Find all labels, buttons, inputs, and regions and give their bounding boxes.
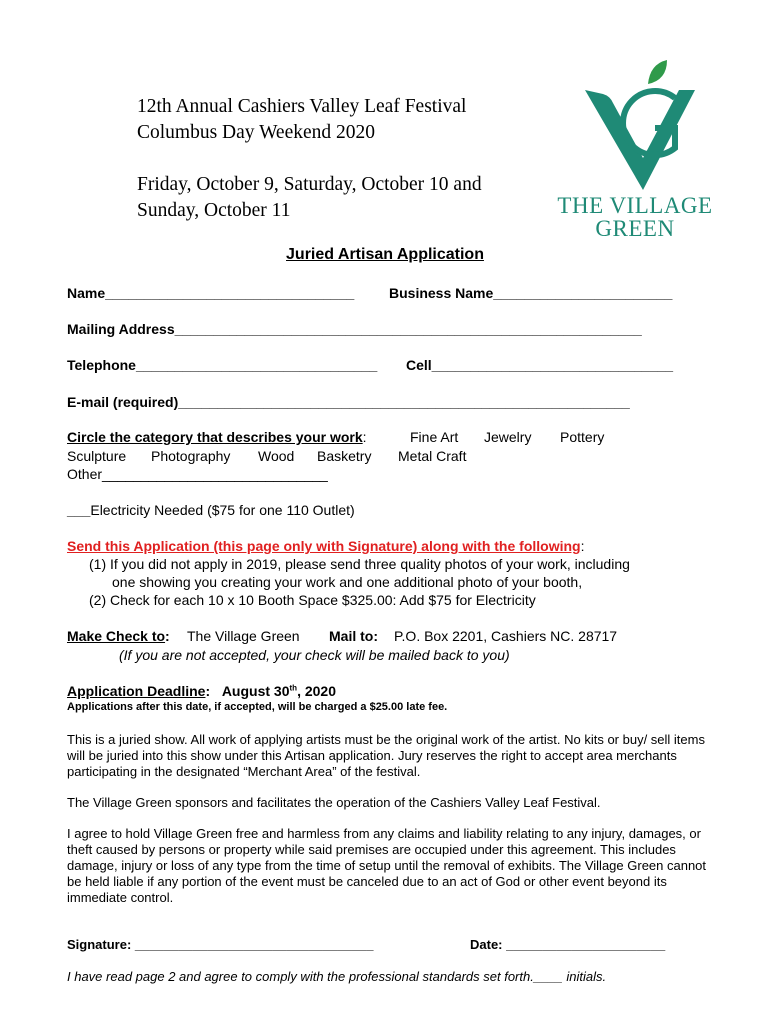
send-heading-colon: : bbox=[580, 538, 585, 554]
electricity-text: Electricity Needed ($75 for one 110 Outlet) bbox=[90, 502, 355, 518]
electricity-option[interactable] bbox=[67, 502, 355, 518]
deadline-date-main: August 30 bbox=[221, 683, 290, 699]
name-field[interactable]: Name________________________________ bbox=[67, 285, 355, 301]
category-other-field[interactable]: Other_____________________________ bbox=[67, 466, 328, 482]
email-field[interactable]: E-mail (required)__________________________________________________________ bbox=[67, 394, 630, 410]
form-title: Juried Artisan Application bbox=[286, 246, 484, 263]
logo-line2: GREEN bbox=[595, 216, 675, 241]
send-item-1-cont: one showing you creating your work and one additional photo of your booth, bbox=[112, 574, 583, 590]
deadline bbox=[67, 683, 336, 699]
category-prompt-text: Circle the category that describes your work bbox=[67, 429, 363, 445]
category-metal-craft[interactable]: Metal Craft bbox=[398, 448, 467, 464]
deadline-label: Application Deadline bbox=[67, 683, 206, 699]
sponsor-paragraph: The Village Green sponsors and facilitates the operation of the Cashiers Valley Leaf Festival. bbox=[67, 795, 601, 810]
festival-dates-line1: Friday, October 9, Saturday, October 10 and bbox=[137, 174, 482, 195]
check-payee: The Village Green bbox=[187, 628, 300, 644]
agreement-paragraph: I agree to hold Village Green free and harmless from any claims and liability relating to any injury, damages, or theft caused by persons or property while said premises are occupied under this agreement. This includes damage, injury or loss of any type from the time of setup until the removal of exhibits. The Village Green cannot be held liable if any portion of the event must be canceled due to an act of God or other event beyond its immediate control. bbox=[67, 826, 707, 905]
juried-paragraph: This is a juried show. All work of applying artists must be the original work of the artist. No kits or buy/ sell items will be juried into this show under this Artisan application. Jury reserves the right to accept area merchants participating in the designated “Merchant Area” of the festival. bbox=[67, 732, 705, 779]
make-check-label bbox=[67, 628, 170, 644]
festival-dates-line2: Sunday, October 11 bbox=[137, 200, 291, 221]
category-sculpture[interactable]: Sculpture bbox=[67, 448, 127, 464]
mail-to-label: Mail to: bbox=[329, 628, 378, 644]
initials-statement[interactable]: I have read page 2 and agree to comply with the professional standards set forth.____ initials. bbox=[67, 969, 607, 984]
make-check-colon: : bbox=[165, 628, 170, 644]
category-wood[interactable]: Wood bbox=[258, 448, 295, 464]
category-prompt bbox=[67, 429, 367, 445]
cell-field[interactable]: Cell_______________________________ bbox=[406, 357, 674, 373]
category-fine-art[interactable]: Fine Art bbox=[410, 429, 459, 445]
send-item-1: (1) If you did not apply in 2019, please send three quality photos of your work, including bbox=[89, 556, 630, 572]
date-field[interactable]: Date: ______________________ bbox=[470, 937, 666, 952]
make-check-label-text: Make Check to bbox=[67, 628, 166, 644]
festival-title: 12th Annual Cashiers Valley Leaf Festival bbox=[137, 96, 467, 117]
category-pottery[interactable]: Pottery bbox=[560, 429, 605, 445]
telephone-field[interactable]: Telephone_______________________________ bbox=[67, 357, 378, 373]
late-fee-note: Applications after this date, if accepted, will be charged a $25.00 late fee. bbox=[67, 701, 448, 713]
mail-address: P.O. Box 2201, Cashiers NC. 28717 bbox=[394, 628, 618, 644]
category-basketry[interactable]: Basketry bbox=[317, 448, 372, 464]
check-return-note: (If you are not accepted, your check will be mailed back to you) bbox=[119, 647, 510, 663]
category-jewelry[interactable]: Jewelry bbox=[484, 429, 532, 445]
category-colon: : bbox=[362, 429, 367, 445]
business-name-field[interactable]: Business Name_______________________ bbox=[389, 285, 673, 301]
mailing-address-field[interactable]: Mailing Address____________________________________________________________ bbox=[67, 321, 642, 337]
signature-field[interactable]: Signature: _________________________________ bbox=[67, 937, 374, 952]
deadline-colon: : bbox=[205, 683, 211, 699]
deadline-date-sup: th bbox=[289, 683, 298, 693]
deadline-date bbox=[222, 683, 336, 699]
send-heading bbox=[67, 538, 584, 554]
send-item-2: (2) Check for each 10 x 10 Booth Space $325.00: Add $75 for Electricity bbox=[89, 592, 536, 608]
village-green-v-icon bbox=[555, 58, 715, 193]
category-photography[interactable]: Photography bbox=[151, 448, 231, 464]
festival-weekend: Columbus Day Weekend 2020 bbox=[137, 122, 375, 143]
logo-line1: THE VILLAGE bbox=[557, 193, 713, 218]
village-green-logo bbox=[555, 58, 715, 240]
deadline-date-year: , 2020 bbox=[297, 683, 336, 699]
electricity-blank[interactable]: ___ bbox=[67, 502, 91, 518]
send-heading-text: Send this Application (this page only with Signature) along with the following bbox=[67, 538, 581, 554]
